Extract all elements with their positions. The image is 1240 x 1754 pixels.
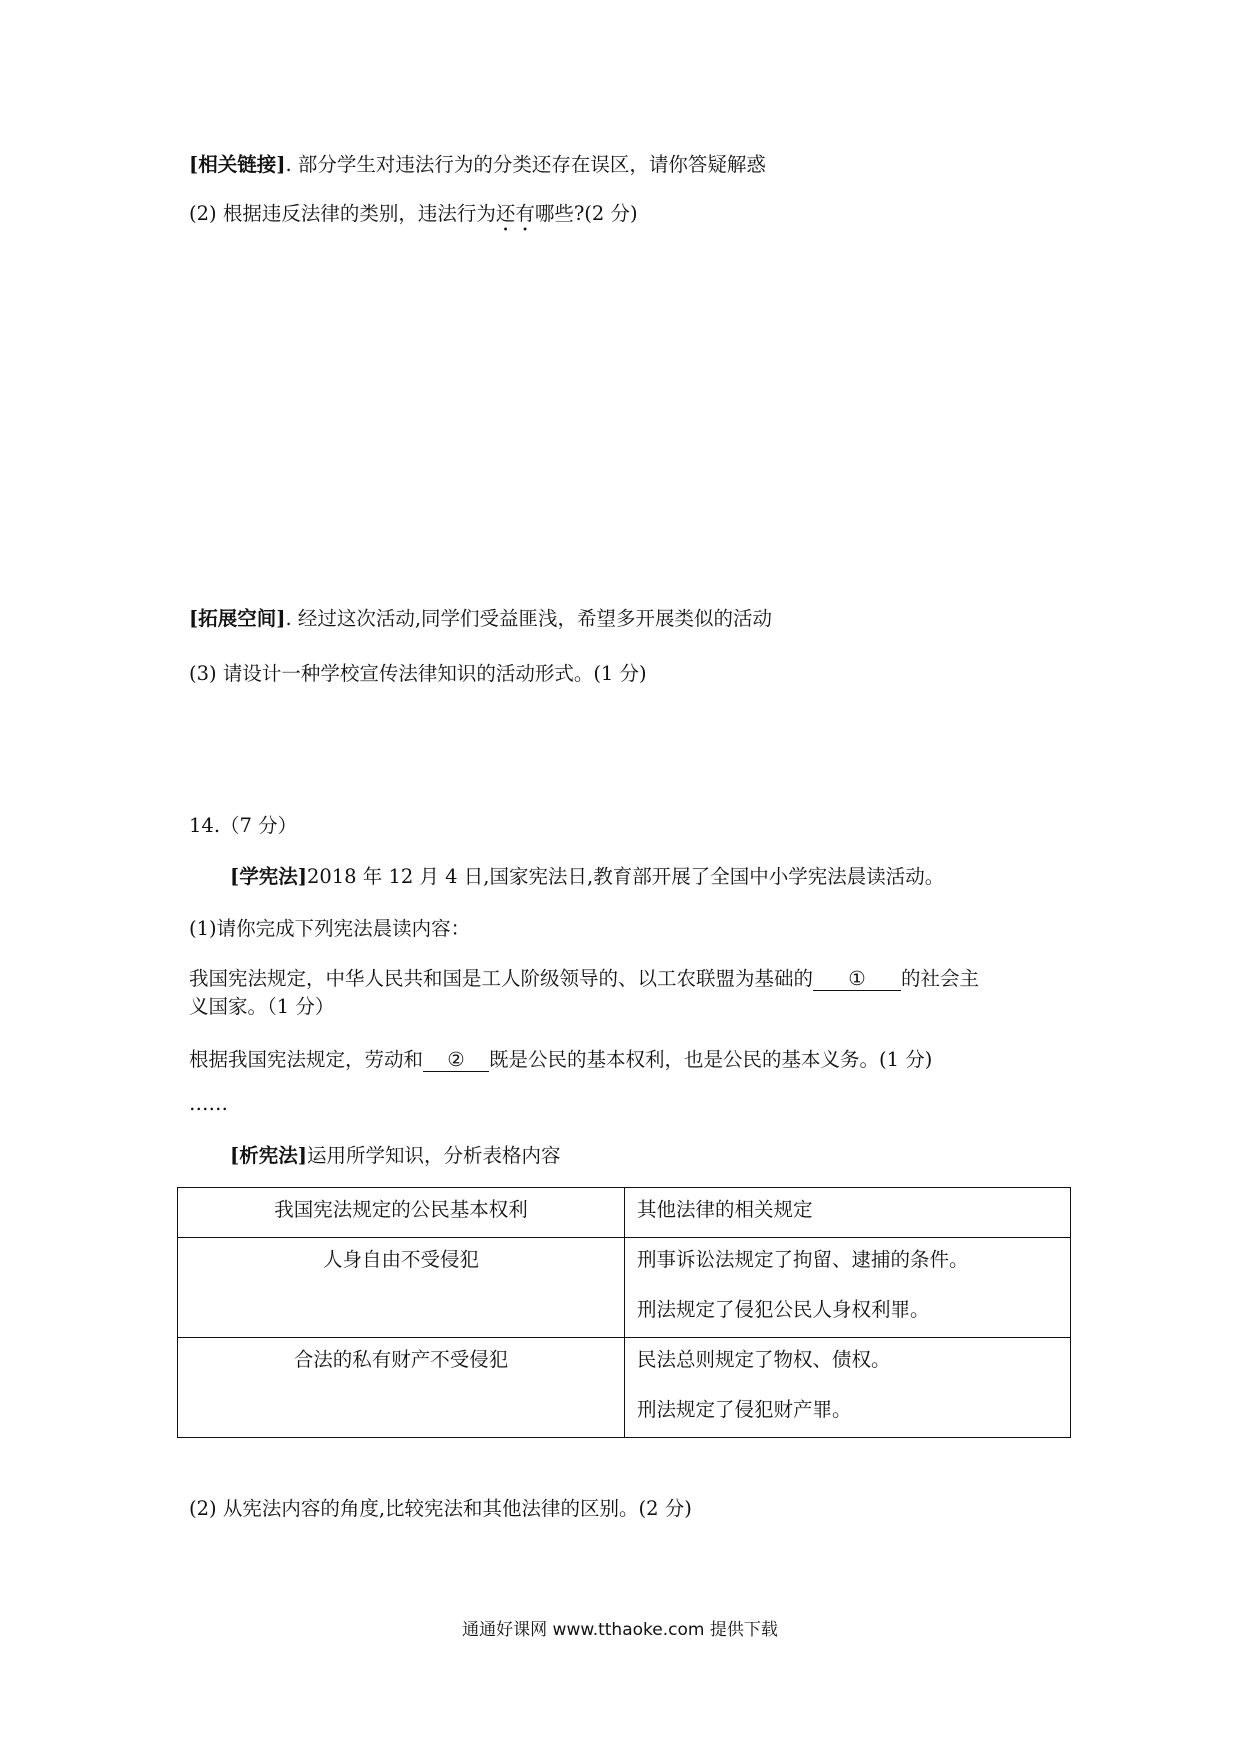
fill-blank-1-suffix: 的社会主 — [901, 967, 980, 990]
fill-blank-1-line-2: 义国家。（1 分） — [189, 995, 335, 1018]
table-header-row — [178, 1188, 1071, 1238]
table-header-laws: 其他法律的相关规定 — [625, 1188, 1071, 1238]
learn-constitution-tag: [学宪法] — [230, 865, 307, 888]
analyze-constitution-tag: [析宪法] — [230, 1144, 307, 1167]
fill-blank-1-prefix: 我国宪法规定，中华人民共和国是工人阶级领导的、以工农联盟为基础的 — [189, 967, 814, 990]
ellipsis: …… — [189, 1092, 228, 1115]
fill-blank-2-prefix: 根据我国宪法规定，劳动和 — [189, 1048, 424, 1071]
question-2 — [189, 201, 638, 236]
fill-blank-2 — [189, 1047, 932, 1073]
related-link-line — [189, 152, 766, 178]
expand-space-tag: [拓展空间] — [189, 607, 286, 630]
learn-constitution-line — [230, 864, 944, 890]
rights-law-table — [177, 1187, 1071, 1438]
table-cell-right: 人身自由不受侵犯 — [178, 1238, 625, 1338]
question-14-2: (2) 从宪法内容的角度,比较宪法和其他法律的区别。(2 分) — [189, 1497, 692, 1520]
table-row — [178, 1238, 1071, 1338]
question-2-emphasis: 还有 — [495, 202, 535, 225]
fill-blank-1 — [189, 966, 979, 992]
question-3: (3) 请设计一种学校宣传法律知识的活动形式。(1 分) — [189, 662, 647, 685]
table-header-rights: 我国宪法规定的公民基本权利 — [178, 1188, 625, 1238]
answer-blank-2[interactable]: ② — [423, 1049, 489, 1072]
footer-source: 通通好课网 www.tthaoke.com 提供下载 — [462, 1620, 778, 1640]
related-link-tag: [相关链接] — [189, 153, 286, 176]
related-link-text: . 部分学生对违法行为的分类还存在误区，请你答疑解惑 — [285, 153, 766, 176]
table-cell-right: 合法的私有财产不受侵犯 — [178, 1338, 625, 1438]
analyze-constitution-text: 运用所学知识，分析表格内容 — [306, 1144, 561, 1167]
question-2-prefix: (2) 根据违反法律的类别，违法行为 — [189, 202, 496, 225]
fill-blank-2-suffix: 既是公民的基本权利，也是公民的基本义务。(1 分) — [489, 1048, 933, 1071]
question-2-suffix: 哪些?(2 分) — [534, 202, 638, 225]
answer-blank-1[interactable]: ① — [813, 968, 901, 991]
law-item: 刑法规定了侵犯财产罪。 — [637, 1398, 852, 1421]
question-14-title: 14.（7 分） — [189, 814, 298, 837]
learn-constitution-text: 2018 年 12 月 4 日,国家宪法日,教育部开展了全国中小学宪法晨读活动。 — [306, 865, 945, 888]
table-row — [178, 1338, 1071, 1438]
expand-space-line — [189, 606, 772, 632]
law-item: 民法总则规定了物权、债权。 — [637, 1348, 891, 1371]
law-item: 刑法规定了侵犯公民人身权利罪。 — [637, 1298, 930, 1321]
analyze-constitution-line — [230, 1143, 560, 1169]
law-item: 刑事诉讼法规定了拘留、逮捕的条件。 — [637, 1248, 969, 1271]
expand-space-text: . 经过这次活动,同学们受益匪浅，希望多开展类似的活动 — [285, 607, 773, 630]
table-cell-laws — [625, 1238, 1071, 1338]
question-14-1: (1)请你完成下列宪法晨读内容： — [189, 917, 471, 940]
table-cell-laws — [625, 1338, 1071, 1438]
